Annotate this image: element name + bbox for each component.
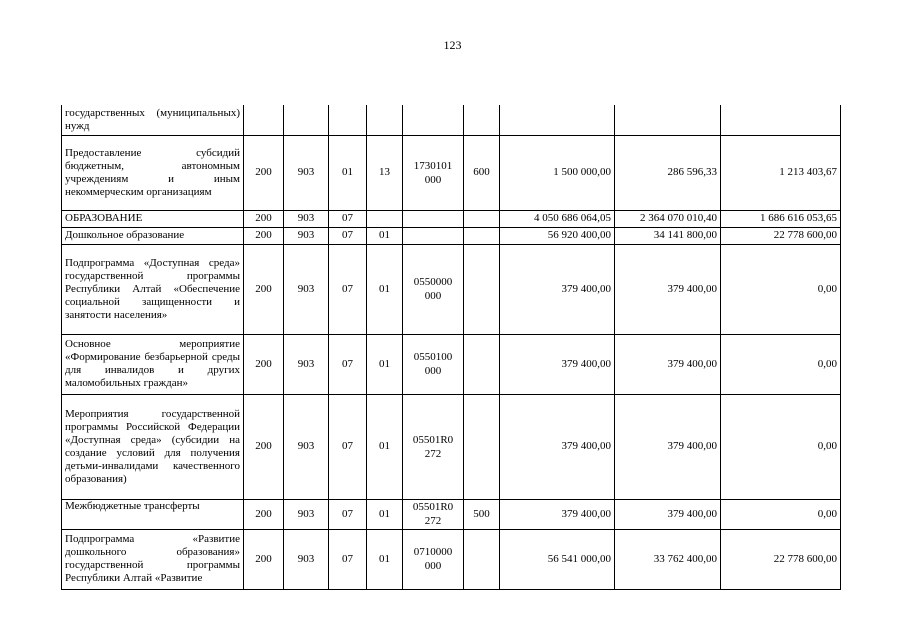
cell-amount-2: 33 762 400,00 [615,529,721,589]
cell-pr: 07 [329,244,367,334]
table-row [62,334,841,394]
cell-ved: 200 [244,135,284,210]
cell-rz: 903 [284,135,329,210]
cell-amount-3: 22 778 600,00 [721,227,841,244]
cell-amount-1: 379 400,00 [500,334,615,394]
cell-cs: 05501R0 272 [403,499,464,529]
cell-vr [464,334,500,394]
cell-cs: 1730101 000 [403,135,464,210]
cell-amount-2: 379 400,00 [615,394,721,499]
cell-amount-1: 1 500 000,00 [500,135,615,210]
cell-amount-3 [721,105,841,135]
cell-vr [464,105,500,135]
cell-rz: 903 [284,394,329,499]
cell-ved: 200 [244,394,284,499]
cell-pr: 07 [329,334,367,394]
cell-amount-3: 0,00 [721,334,841,394]
cell-amount-3: 0,00 [721,499,841,529]
cell-rz: 903 [284,334,329,394]
row-name: Предоставление субсидий бюджетным, автономным учреждениям и иным некоммерческим организациям [62,135,244,210]
row-name: государственных (муниципальных) нужд [62,105,244,135]
cell-rz: 903 [284,244,329,334]
cell-vr [464,529,500,589]
cell-ps: 01 [367,529,403,589]
cell-cs [403,227,464,244]
table-row [62,135,841,210]
cell-ved: 200 [244,334,284,394]
budget-table [61,105,841,590]
cell-ps: 01 [367,244,403,334]
row-name: Дошкольное образование [62,227,244,244]
cell-amount-3: 1 686 616 053,65 [721,210,841,227]
cell-amount-3: 0,00 [721,244,841,334]
cell-amount-2: 34 141 800,00 [615,227,721,244]
row-name: ОБРАЗОВАНИЕ [62,210,244,227]
cell-amount-1: 56 920 400,00 [500,227,615,244]
cell-cs: 0710000 000 [403,529,464,589]
cell-amount-2 [615,105,721,135]
cell-amount-2: 379 400,00 [615,499,721,529]
cell-rz [284,105,329,135]
cell-rz: 903 [284,227,329,244]
cell-cs: 05501R0 272 [403,394,464,499]
cell-vr [464,227,500,244]
cell-amount-3: 0,00 [721,394,841,499]
cell-ps [367,105,403,135]
cell-amount-1: 379 400,00 [500,244,615,334]
cell-amount-3: 22 778 600,00 [721,529,841,589]
cell-cs [403,105,464,135]
row-name: Подпрограмма «Доступная среда» государственной программы Республики Алтай «Обеспечение социальной защищенности и занятости населения» [62,244,244,334]
cell-amount-1: 379 400,00 [500,499,615,529]
table-row [62,210,841,227]
page-number: 123 [443,38,462,52]
cell-pr: 01 [329,135,367,210]
cell-pr: 07 [329,499,367,529]
table-row [62,529,841,589]
cell-ved: 200 [244,529,284,589]
cell-amount-1 [500,105,615,135]
table-row [62,227,841,244]
cell-ved: 200 [244,244,284,334]
cell-pr [329,105,367,135]
cell-vr [464,210,500,227]
cell-ps: 01 [367,499,403,529]
cell-vr [464,394,500,499]
cell-vr [464,244,500,334]
cell-amount-2: 2 364 070 010,40 [615,210,721,227]
cell-cs: 0550000 000 [403,244,464,334]
cell-ps: 01 [367,394,403,499]
cell-amount-1: 56 541 000,00 [500,529,615,589]
row-name: Основное мероприятие «Формирование безбарьерной среды для инвалидов и других маломобильных граждан» [62,334,244,394]
cell-ps: 01 [367,227,403,244]
cell-ved: 200 [244,227,284,244]
cell-ved: 200 [244,210,284,227]
cell-cs: 0550100 000 [403,334,464,394]
cell-ps: 01 [367,334,403,394]
table-row [62,105,841,135]
cell-pr: 07 [329,227,367,244]
cell-amount-2: 379 400,00 [615,244,721,334]
cell-ps: 13 [367,135,403,210]
cell-pr: 07 [329,210,367,227]
cell-vr: 500 [464,499,500,529]
cell-rz: 903 [284,210,329,227]
cell-pr: 07 [329,529,367,589]
cell-cs [403,210,464,227]
cell-ps [367,210,403,227]
table-row [62,499,841,529]
cell-vr: 600 [464,135,500,210]
cell-amount-2: 286 596,33 [615,135,721,210]
table-row [62,394,841,499]
cell-amount-1: 379 400,00 [500,394,615,499]
row-name: Межбюджетные трансферты [62,499,244,529]
cell-amount-1: 4 050 686 064,05 [500,210,615,227]
cell-rz: 903 [284,499,329,529]
table-row [62,244,841,334]
cell-pr: 07 [329,394,367,499]
cell-rz: 903 [284,529,329,589]
cell-ved: 200 [244,499,284,529]
cell-amount-3: 1 213 403,67 [721,135,841,210]
cell-amount-2: 379 400,00 [615,334,721,394]
cell-ved [244,105,284,135]
row-name: Подпрограмма «Развитие дошкольного образования» государственной программы Республики Алтай «Развитие [62,529,244,589]
row-name: Мероприятия государственной программы Российской Федерации «Доступная среда» (субсидии на создание условий для получения детьми-инвалидами качественного образования) [62,394,244,499]
